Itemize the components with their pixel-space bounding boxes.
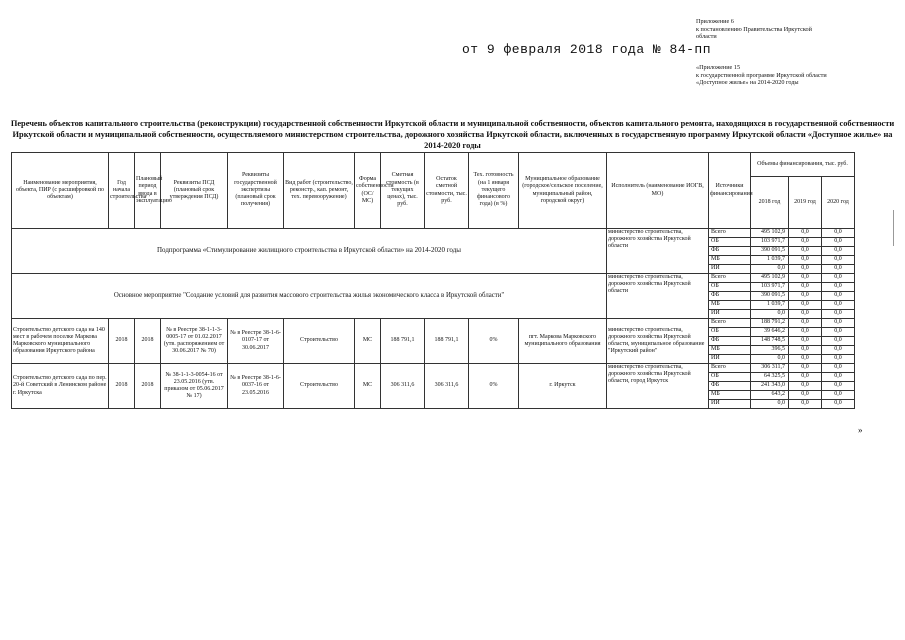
appendix-6-header (696, 18, 866, 41)
fin-label: МБ (709, 346, 751, 355)
fin-value: 0,0 (822, 256, 855, 265)
col-header-financing: Объемы финансирования, тыс. руб. (751, 153, 855, 177)
fin-label: МБ (709, 301, 751, 310)
fin-label: Всего (709, 274, 751, 283)
fin-value: 0,0 (789, 310, 822, 319)
fin-value: 0,0 (822, 364, 855, 373)
estimate-cost: 188 791,1 (381, 319, 425, 364)
fin-value: 0,0 (789, 319, 822, 328)
col-header-expertise: Реквизиты государственной экспертизы (плановый срок получения) (228, 153, 284, 229)
fin-value: 0,0 (822, 373, 855, 382)
fin-value: 0,0 (789, 283, 822, 292)
year-plan: 2018 (135, 364, 161, 409)
fin-label: Всего (709, 319, 751, 328)
fin-value: 0,0 (789, 337, 822, 346)
fin-value: 0,0 (822, 238, 855, 247)
executor-cell: министерство строительства, дорожного хозяйства Иркутской области, муниципальное образование "Иркутский район" (607, 319, 709, 364)
year-start: 2018 (109, 319, 135, 364)
fin-label: ИИ (709, 400, 751, 409)
col-header-executor: Исполнитель (наименование ИОГВ, МО) (607, 153, 709, 229)
fin-value: 0,0 (751, 355, 789, 364)
col-header-readiness: Тех. готовность (на 1 января текущего финансового года) (в %) (469, 153, 519, 229)
fin-value: 0,0 (822, 247, 855, 256)
ownership: МС (355, 364, 381, 409)
fin-value: 643,2 (751, 391, 789, 400)
fin-value: 241 343,0 (751, 382, 789, 391)
col-header-estimate: Сметная стоимость (в текущих ценах), тыс. руб. (381, 153, 425, 229)
col-header-work-type: Вид работ (строительство, реконстр., кап. ремонт, тех. перевооружение) (284, 153, 355, 229)
fin-value: 396,5 (751, 346, 789, 355)
fin-value: 188 791,2 (751, 319, 789, 328)
appendix-6-line: к постановлению Правительства Иркутской (696, 25, 812, 33)
executor-cell: министерство строительства, дорожного хозяйства Иркутской области (607, 274, 709, 319)
fin-value: 103 971,7 (751, 283, 789, 292)
fin-label: ИИ (709, 355, 751, 364)
estimate-cost: 306 311,6 (381, 364, 425, 409)
fin-label: ОБ (709, 373, 751, 382)
remainder-cost: 188 791,1 (425, 319, 469, 364)
fin-value: 0,0 (822, 328, 855, 337)
fin-value: 0,0 (822, 301, 855, 310)
fin-value: 0,0 (822, 292, 855, 301)
document-title: Перечень объектов капитального строительства (реконструкции) государственной собственности Иркутской области и муниципальной собственности, объектов капитального ремонта, находящихся в государственной собственности Иркутской области и муниципальной собственности, осуществляемого министерством строительства, дорожного хозяйства Иркутской области, включенных в государственную программу Иркутской области «Доступное жилье» на 2014-2020 годы (10, 119, 895, 150)
fin-value: 39 646,2 (751, 328, 789, 337)
fin-label: ФБ (709, 337, 751, 346)
fin-value: 0,0 (789, 301, 822, 310)
fin-value: 0,0 (789, 346, 822, 355)
fin-value: 0,0 (789, 400, 822, 409)
closing-quote: » (858, 425, 863, 435)
appendix-15-line: «Доступное жилье» на 2014-2020 годы (696, 79, 799, 87)
remainder-cost: 306 311,6 (425, 364, 469, 409)
fin-value: 64 325,5 (751, 373, 789, 382)
year-start: 2018 (109, 364, 135, 409)
fin-value: 1 039,7 (751, 256, 789, 265)
fin-value: 103 971,7 (751, 238, 789, 247)
fin-value: 0,0 (789, 382, 822, 391)
fin-value: 0,0 (789, 256, 822, 265)
fin-label: ОБ (709, 328, 751, 337)
municipality: г. Иркутск (519, 364, 607, 409)
fin-value: 0,0 (789, 292, 822, 301)
main-activity-title: Основное мероприятие "Создание условий для развития массового строительства жилья экономического класса в Иркутской области" (12, 274, 607, 319)
appendix-15-line: «Приложение 15 (696, 64, 741, 71)
executor-cell: министерство строительства, дорожного хозяйства Иркутской области (607, 229, 709, 274)
col-header-ownership: Форма собственности (ОС/МС) (355, 153, 381, 229)
fin-value: 148 748,5 (751, 337, 789, 346)
fin-value: 0,0 (822, 310, 855, 319)
fin-value: 0,0 (789, 265, 822, 274)
fin-value: 0,0 (789, 373, 822, 382)
fin-label: МБ (709, 256, 751, 265)
col-header-name: Наименование мероприятия, объекта, ПИР (с расшифровкой по объектам) (12, 153, 109, 229)
fin-value: 390 091,5 (751, 247, 789, 256)
readiness: 0% (469, 364, 519, 409)
fin-value: 0,0 (822, 355, 855, 364)
fin-label: Всего (709, 229, 751, 238)
fin-value: 0,0 (789, 238, 822, 247)
fin-value: 495 102,9 (751, 229, 789, 238)
readiness: 0% (469, 319, 519, 364)
fin-value: 0,0 (789, 328, 822, 337)
col-header-2018: 2018 год (751, 177, 789, 229)
ownership: МС (355, 319, 381, 364)
objects-table (11, 152, 855, 409)
fin-label: ФБ (709, 247, 751, 256)
fin-value: 0,0 (789, 274, 822, 283)
fin-value: 0,0 (789, 247, 822, 256)
fin-value: 0,0 (822, 337, 855, 346)
col-header-year-start: Год начала строительства (109, 153, 135, 229)
col-header-2020: 2020 год (822, 177, 855, 229)
fin-value: 1 039,7 (751, 301, 789, 310)
fin-value: 0,0 (822, 382, 855, 391)
col-header-remainder: Остаток сметной стоимости, тыс. руб. (425, 153, 469, 229)
fin-value: 306 311,7 (751, 364, 789, 373)
fin-value: 0,0 (822, 283, 855, 292)
year-plan: 2018 (135, 319, 161, 364)
fin-label: ОБ (709, 283, 751, 292)
fin-value: 0,0 (822, 391, 855, 400)
appendix-15-header (696, 64, 876, 87)
appendix-15-line: к государственной программе Иркутской области (696, 71, 827, 79)
psd-details: № 38-1-1-3-0054-16 от 23.05.2016 (утв. приказом от 05.06.2017 № 17) (161, 364, 228, 409)
fin-value: 495 102,9 (751, 274, 789, 283)
col-header-year-plan: Плановый период ввода в эксплуатацию (135, 153, 161, 229)
psd-details: № в Реестре 38-1-1-3-0005-17 от 01.02.2017 (утв. распоряжением от 30.06.2017 № 70) (161, 319, 228, 364)
fin-label: ИИ (709, 265, 751, 274)
fin-label: ИИ (709, 310, 751, 319)
object-name: Строительство детского сада на 140 мест в рабочем поселке Маркова Марковского муниципального образования Иркутского района (12, 319, 109, 364)
fin-value: 0,0 (751, 400, 789, 409)
fin-label: ФБ (709, 292, 751, 301)
col-header-municipality: Муниципальное образование (городское/сельское поселение, муниципальный район, городской округ) (519, 153, 607, 229)
fin-value: 0,0 (822, 274, 855, 283)
scan-edge-mark (893, 210, 895, 246)
fin-label: ОБ (709, 238, 751, 247)
fin-value: 0,0 (822, 346, 855, 355)
work-type: Строительство (284, 319, 355, 364)
fin-value: 0,0 (822, 400, 855, 409)
expertise-details: № в Реестре 38-1-6-0107-17 от 30.06.2017 (228, 319, 284, 364)
municipality: пгт. Маркова Марковского муниципального образования (519, 319, 607, 364)
executor-cell: министерство строительства, дорожного хозяйства Иркутской области, город Иркутск (607, 364, 709, 409)
col-header-sources: Источники финансирования (709, 153, 751, 229)
fin-value: 0,0 (822, 319, 855, 328)
fin-value: 0,0 (789, 355, 822, 364)
fin-label: ФБ (709, 382, 751, 391)
fin-value: 0,0 (822, 229, 855, 238)
fin-value: 0,0 (822, 265, 855, 274)
fin-value: 0,0 (789, 229, 822, 238)
fin-label: МБ (709, 391, 751, 400)
fin-label: Всего (709, 364, 751, 373)
fin-value: 0,0 (789, 391, 822, 400)
appendix-6-line: Приложение 6 (696, 18, 734, 25)
expertise-details: № в Реестре 38-1-6-0037-16 от 23.05.2016 (228, 364, 284, 409)
fin-value: 0,0 (751, 265, 789, 274)
appendix-6-line: области (696, 33, 717, 41)
subprogram-title: Подпрограмма «Стимулирование жилищного строительства в Иркутской области» на 2014-2020 годы (12, 229, 607, 274)
fin-value: 0,0 (789, 364, 822, 373)
fin-value: 390 091,5 (751, 292, 789, 301)
resolution-date: от 9 февраля 2018 года № 84-пп (462, 42, 712, 57)
fin-value: 0,0 (751, 310, 789, 319)
work-type: Строительство (284, 364, 355, 409)
col-header-psd: Реквизиты ПСД (плановый срок утверждения ПСД) (161, 153, 228, 229)
object-name: Строительство детского сада по пер. 20-й Советский в Ленинском районе г. Иркутска (12, 364, 109, 409)
col-header-2019: 2019 год (789, 177, 822, 229)
